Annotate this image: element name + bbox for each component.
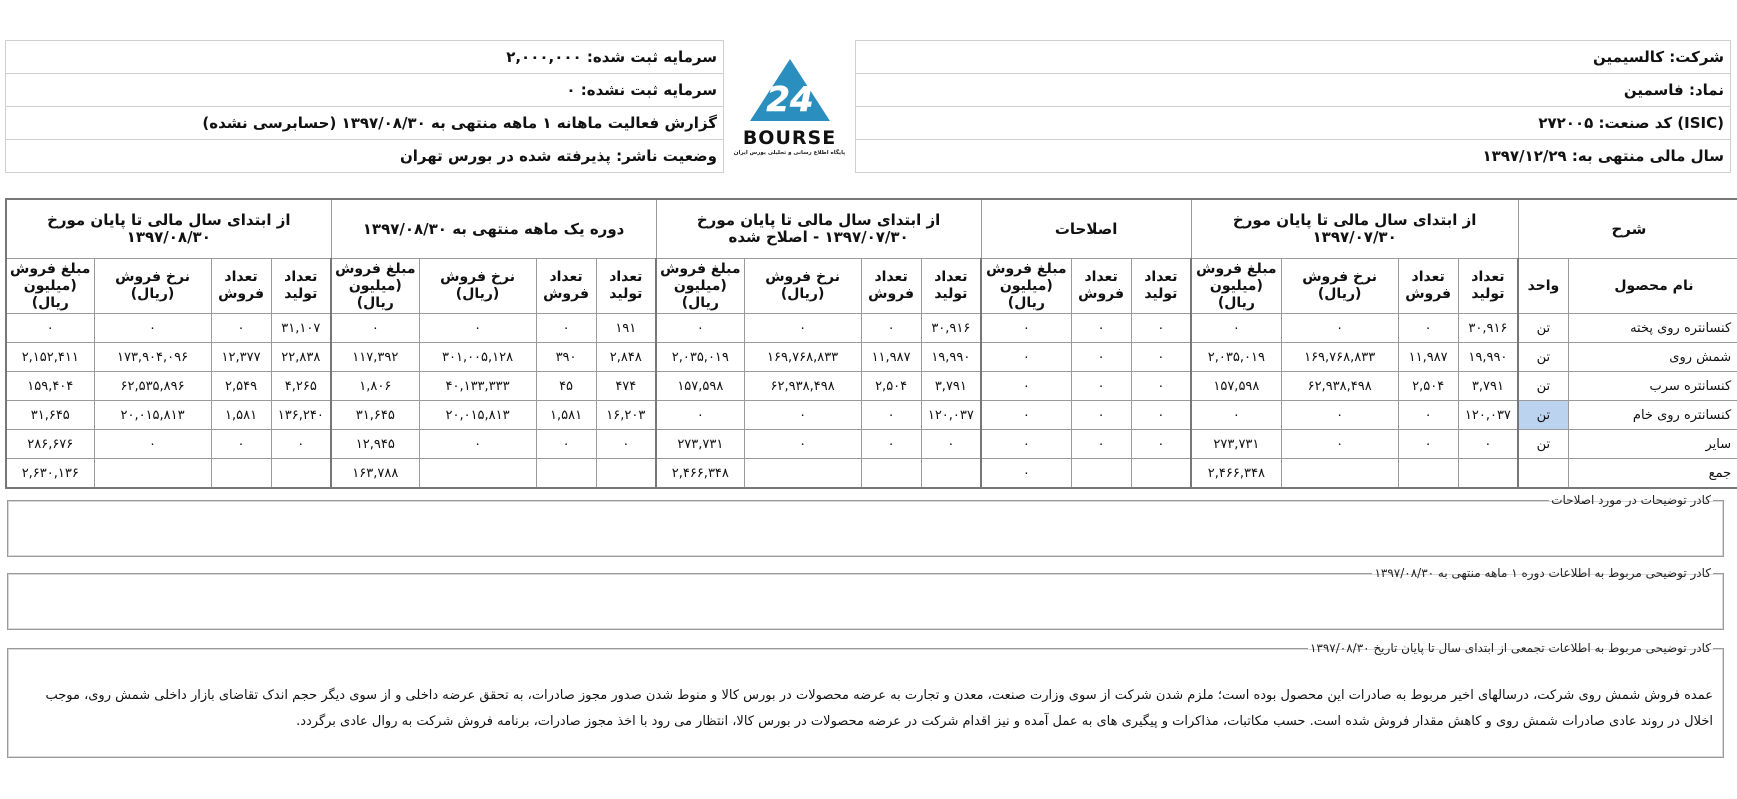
group-header-2: اصلاحات: [981, 199, 1191, 259]
cell-g3-3: ۲۷۳,۷۳۱: [656, 430, 744, 459]
cell-g5-3: ۲۸۶,۶۷۶: [6, 430, 94, 459]
table-row: [6, 372, 1737, 401]
bourse-logo: [724, 41, 856, 173]
production-sales-table: [5, 198, 1737, 489]
cell-g5-2: ۶۲,۵۳۵,۸۹۶: [94, 372, 211, 401]
monthly-notes-legend: کادر توضیحی مربوط به اطلاعات دوره ۱ ماهه منتهی به ۱۳۹۷/۰۸/۳۰: [1374, 566, 1711, 580]
row-unit: تن: [1518, 343, 1568, 372]
cell-g5-1: [211, 459, 271, 489]
cell-g3-1: ۱۱,۹۸۷: [861, 343, 921, 372]
logo-number: 24: [765, 80, 814, 120]
cell-g5-1: ۰: [211, 430, 271, 459]
cell-g1-3: ۲,۴۶۶,۳۴۸: [1191, 459, 1281, 489]
row-unit: تن: [1518, 372, 1568, 401]
cell-g1-3: ۲۷۳,۷۳۱: [1191, 430, 1281, 459]
cell-g2-0: ۰: [1131, 314, 1191, 343]
table-row: [6, 459, 1737, 489]
sub-header-g5-1: تعداد فروش: [211, 259, 271, 314]
sub-header-g4-0: تعداد تولید: [596, 259, 656, 314]
sub-header-g4-2: نرخ فروش (ریال): [419, 259, 536, 314]
cell-g5-1: ۰: [211, 314, 271, 343]
cell-g1-1: ۲,۵۰۴: [1398, 372, 1458, 401]
cell-g3-0: ۱۲۰,۰۳۷: [921, 401, 981, 430]
cell-g1-3: ۰: [1191, 314, 1281, 343]
cell-g5-0: [271, 459, 331, 489]
cell-g2-1: ۰: [1071, 401, 1131, 430]
sub-header-g4-1: تعداد فروش: [536, 259, 596, 314]
cell-g1-1: ۰: [1398, 314, 1458, 343]
row-product-name: کنسانتره روی خام: [1568, 401, 1737, 430]
cell-g1-2: ۶۲,۹۳۸,۴۹۸: [1281, 372, 1398, 401]
row-unit: تن: [1518, 401, 1568, 430]
cell-g4-3: ۱,۸۰۶: [331, 372, 419, 401]
cell-g3-2: [744, 459, 861, 489]
table-row: [6, 343, 1737, 372]
cell-g5-2: [94, 459, 211, 489]
sub-header-g5-0: تعداد تولید: [271, 259, 331, 314]
sub-header-g2-0: تعداد تولید: [1131, 259, 1191, 314]
unit-header: واحد: [1518, 259, 1568, 314]
group-header-5: از ابتدای سال مالی تا پایان مورخ ۱۳۹۷/۰۸/۳۰: [6, 199, 331, 259]
cell-g4-1: ۴۵: [536, 372, 596, 401]
cell-g2-0: ۰: [1131, 430, 1191, 459]
cell-g3-3: ۱۵۷,۵۹۸: [656, 372, 744, 401]
cell-g1-1: [1398, 459, 1458, 489]
cell-g2-2: ۰: [981, 459, 1071, 489]
cell-g2-0: ۰: [1131, 343, 1191, 372]
cell-g5-3: ۲,۱۵۲,۴۱۱: [6, 343, 94, 372]
cell-g4-2: [419, 459, 536, 489]
cell-g1-3: ۰: [1191, 401, 1281, 430]
desc-header: شرح: [1518, 199, 1737, 259]
cell-g5-0: ۲۲,۸۳۸: [271, 343, 331, 372]
cell-g4-2: ۰: [419, 430, 536, 459]
sub-header-g1-2: نرخ فروش (ریال): [1281, 259, 1398, 314]
cell-g1-3: ۲,۰۳۵,۰۱۹: [1191, 343, 1281, 372]
corrections-notes-box: [7, 493, 1724, 557]
cell-g1-0: ۳,۷۹۱: [1458, 372, 1518, 401]
cell-g2-1: [1071, 459, 1131, 489]
cell-g1-0: ۰: [1458, 430, 1518, 459]
company-name: شرکت: کالسیمین: [856, 41, 1731, 74]
bourse-logo-icon: [742, 57, 838, 123]
cell-g4-1: [536, 459, 596, 489]
cell-g2-0: [1131, 459, 1191, 489]
cell-g5-1: ۲,۵۴۹: [211, 372, 271, 401]
cell-g4-3: ۱۲,۹۴۵: [331, 430, 419, 459]
sub-header-g1-3: مبلغ فروش (میلیون ریال): [1191, 259, 1281, 314]
group-header-1: از ابتدای سال مالی تا پایان مورخ ۱۳۹۷/۰۷/۳۰: [1191, 199, 1518, 259]
cell-g3-2: ۰: [744, 401, 861, 430]
cell-g3-1: ۲,۵۰۴: [861, 372, 921, 401]
monthly-notes-box: [7, 566, 1724, 630]
cell-g3-0: ۱۹,۹۹۰: [921, 343, 981, 372]
cell-g5-3: ۲,۶۳۰,۱۳۶: [6, 459, 94, 489]
cell-g3-1: [861, 459, 921, 489]
row-product-name: کنسانتره روی پخته: [1568, 314, 1737, 343]
cell-g2-0: ۰: [1131, 372, 1191, 401]
cell-g4-3: ۰: [331, 314, 419, 343]
cell-g3-1: ۰: [861, 430, 921, 459]
cell-g3-3: ۰: [656, 314, 744, 343]
cell-g3-1: ۰: [861, 401, 921, 430]
sub-header-g5-3: مبلغ فروش (میلیون ریال): [6, 259, 94, 314]
product-name-header: نام محصول: [1568, 259, 1737, 314]
cell-g4-0: [596, 459, 656, 489]
cell-g4-1: ۱,۵۸۱: [536, 401, 596, 430]
isic-code: (ISIC) کد صنعت: ۲۷۲۰۰۵: [856, 107, 1731, 140]
sub-header-g3-1: تعداد فروش: [861, 259, 921, 314]
cell-g5-1: ۱,۵۸۱: [211, 401, 271, 430]
cell-g3-0: ۰: [921, 430, 981, 459]
cell-g4-1: ۰: [536, 314, 596, 343]
cell-g1-2: ۰: [1281, 314, 1398, 343]
table-row: [6, 401, 1737, 430]
cell-g1-2: [1281, 459, 1398, 489]
cell-g5-0: ۰: [271, 430, 331, 459]
cell-g1-0: ۱۹,۹۹۰: [1458, 343, 1518, 372]
corrections-notes-legend: کادر توضیحات در مورد اصلاحات: [1551, 493, 1711, 507]
cell-g2-2: ۰: [981, 372, 1071, 401]
cell-g3-3: ۲,۰۳۵,۰۱۹: [656, 343, 744, 372]
cell-g3-1: ۰: [861, 314, 921, 343]
annual-notes-legend: کادر توضیحی مربوط به اطلاعات تجمعی از ابتدای سال تا پایان تاریخ ۱۳۹۷/۰۸/۳۰: [1309, 641, 1711, 655]
cell-g4-0: ۲,۸۴۸: [596, 343, 656, 372]
cell-g2-0: ۰: [1131, 401, 1191, 430]
fiscal-year-end: سال مالی منتهی به: ۱۳۹۷/۱۲/۲۹: [856, 140, 1731, 173]
cell-g4-3: ۱۱۷,۳۹۲: [331, 343, 419, 372]
cell-g5-3: ۳۱,۶۴۵: [6, 401, 94, 430]
cell-g2-2: ۰: [981, 430, 1071, 459]
cell-g2-2: ۰: [981, 401, 1071, 430]
cell-g4-1: ۳۹۰: [536, 343, 596, 372]
cell-g5-3: ۱۵۹,۴۰۴: [6, 372, 94, 401]
cell-g1-2: ۱۶۹,۷۶۸,۸۳۳: [1281, 343, 1398, 372]
sub-header-g3-2: نرخ فروش (ریال): [744, 259, 861, 314]
cell-g3-2: ۱۶۹,۷۶۸,۸۳۳: [744, 343, 861, 372]
row-product-name: کنسانتره سرب: [1568, 372, 1737, 401]
cell-g4-3: ۱۶۳,۷۸۸: [331, 459, 419, 489]
cell-g5-2: ۰: [94, 314, 211, 343]
publisher-status: وضعیت ناشر: پذیرفته شده در بورس تهران: [6, 140, 724, 173]
sub-header-g2-1: تعداد فروش: [1071, 259, 1131, 314]
row-unit: تن: [1518, 430, 1568, 459]
cell-g3-0: ۳۰,۹۱۶: [921, 314, 981, 343]
row-unit: تن: [1518, 314, 1568, 343]
cell-g3-3: ۲,۴۶۶,۳۴۸: [656, 459, 744, 489]
table-row: [6, 430, 1737, 459]
row-product-name: سایر: [1568, 430, 1737, 459]
sub-header-g2-2: مبلغ فروش (میلیون ریال): [981, 259, 1071, 314]
cell-g5-0: ۱۳۶,۲۴۰: [271, 401, 331, 430]
cell-g4-2: ۲۰,۰۱۵,۸۱۳: [419, 401, 536, 430]
cell-g3-0: ۳,۷۹۱: [921, 372, 981, 401]
cell-g1-0: [1458, 459, 1518, 489]
sub-header-g1-0: تعداد تولید: [1458, 259, 1518, 314]
cell-g1-1: ۱۱,۹۸۷: [1398, 343, 1458, 372]
row-product-name: شمش روی: [1568, 343, 1737, 372]
cell-g5-2: ۲۰,۰۱۵,۸۱۳: [94, 401, 211, 430]
cell-g1-0: ۳۰,۹۱۶: [1458, 314, 1518, 343]
group-header-3: از ابتدای سال مالی تا پایان مورخ ۱۳۹۷/۰۷/۳۰ - اصلاح شده: [656, 199, 981, 259]
cell-g5-1: ۱۲,۳۷۷: [211, 343, 271, 372]
sub-header-g3-0: تعداد تولید: [921, 259, 981, 314]
cell-g1-2: ۰: [1281, 430, 1398, 459]
cell-g2-2: ۰: [981, 343, 1071, 372]
logo-subtitle: پایگاه اطلاع رسانی و تحلیلی بورس ایران: [733, 150, 846, 156]
cell-g3-2: ۰: [744, 430, 861, 459]
cell-g3-3: ۰: [656, 401, 744, 430]
unregistered-capital: سرمایه ثبت نشده: ۰: [6, 74, 724, 107]
cell-g4-1: ۰: [536, 430, 596, 459]
logo-text: BOURSE: [742, 127, 837, 149]
registered-capital: سرمایه ثبت شده: ۲,۰۰۰,۰۰۰: [6, 41, 724, 74]
table-row: [6, 314, 1737, 343]
sub-header-g5-2: نرخ فروش (ریال): [94, 259, 211, 314]
cell-g2-1: ۰: [1071, 314, 1131, 343]
cell-g2-2: ۰: [981, 314, 1071, 343]
annual-notes-text: عمده فروش شمش روی شرکت، درسالهای اخیر مربوط به صادرات این محصول بوده است؛ ملزم شدن شرکت از سوی وزارت صنعت، معدن و تجارت به عرضه محصولات در بورس کالا و منوط شدن صدور مجوز صادرات، به تحقق عرضه داخلی و از سوی دیگر حجم اندک تقاضای بازار داخلی شمش روی، موجب اخلال در روند عادی صادرات شمش روی و کاهش مقدار فروش شده است. حسب مکاتبات، مذاکرات و پیگیری های به عمل آمده و نیز اقدام شرکت در عرضه محصولات در بورس کالا، انتظار می رود با اخذ مجوز صادرات، برنامه فروش شرکت به روال عادی برگردد.: [45, 688, 1713, 729]
cell-g5-3: ۰: [6, 314, 94, 343]
report-title: گزارش فعالیت ماهانه ۱ ماهه منتهی به ۱۳۹۷/۰۸/۳۰ (حسابرسی نشده): [6, 107, 724, 140]
group-header-4: دوره یک ماهه منتهی به ۱۳۹۷/۰۸/۳۰: [331, 199, 656, 259]
row-unit: [1518, 459, 1568, 489]
cell-g3-2: ۰: [744, 314, 861, 343]
cell-g2-1: ۰: [1071, 372, 1131, 401]
cell-g5-2: ۰: [94, 430, 211, 459]
sub-header-g4-3: مبلغ فروش (میلیون ریال): [331, 259, 419, 314]
cell-g2-1: ۰: [1071, 343, 1131, 372]
header-info-table: [5, 40, 1731, 173]
cell-g4-0: ۴۷۴: [596, 372, 656, 401]
cell-g2-1: ۰: [1071, 430, 1131, 459]
cell-g4-2: ۴۰,۱۳۳,۳۳۳: [419, 372, 536, 401]
cell-g4-0: ۱۹۱: [596, 314, 656, 343]
cell-g4-2: ۰: [419, 314, 536, 343]
cell-g4-0: ۱۶,۲۰۳: [596, 401, 656, 430]
cell-g5-2: ۱۷۳,۹۰۴,۰۹۶: [94, 343, 211, 372]
cell-g1-0: ۱۲۰,۰۳۷: [1458, 401, 1518, 430]
cell-g3-0: [921, 459, 981, 489]
cell-g4-2: ۳۰۱,۰۰۵,۱۲۸: [419, 343, 536, 372]
cell-g1-2: ۰: [1281, 401, 1398, 430]
cell-g5-0: ۴,۲۶۵: [271, 372, 331, 401]
symbol: نماد: فاسمین: [856, 74, 1731, 107]
cell-g5-0: ۳۱,۱۰۷: [271, 314, 331, 343]
cell-g3-2: ۶۲,۹۳۸,۴۹۸: [744, 372, 861, 401]
sub-header-g1-1: تعداد فروش: [1398, 259, 1458, 314]
sub-header-g3-3: مبلغ فروش (میلیون ریال): [656, 259, 744, 314]
cell-g1-1: ۰: [1398, 401, 1458, 430]
cell-g4-0: ۰: [596, 430, 656, 459]
row-product-name: جمع: [1568, 459, 1737, 489]
cell-g4-3: ۳۱,۶۴۵: [331, 401, 419, 430]
annual-notes-box: [7, 641, 1724, 758]
cell-g1-3: ۱۵۷,۵۹۸: [1191, 372, 1281, 401]
cell-g1-1: ۰: [1398, 430, 1458, 459]
